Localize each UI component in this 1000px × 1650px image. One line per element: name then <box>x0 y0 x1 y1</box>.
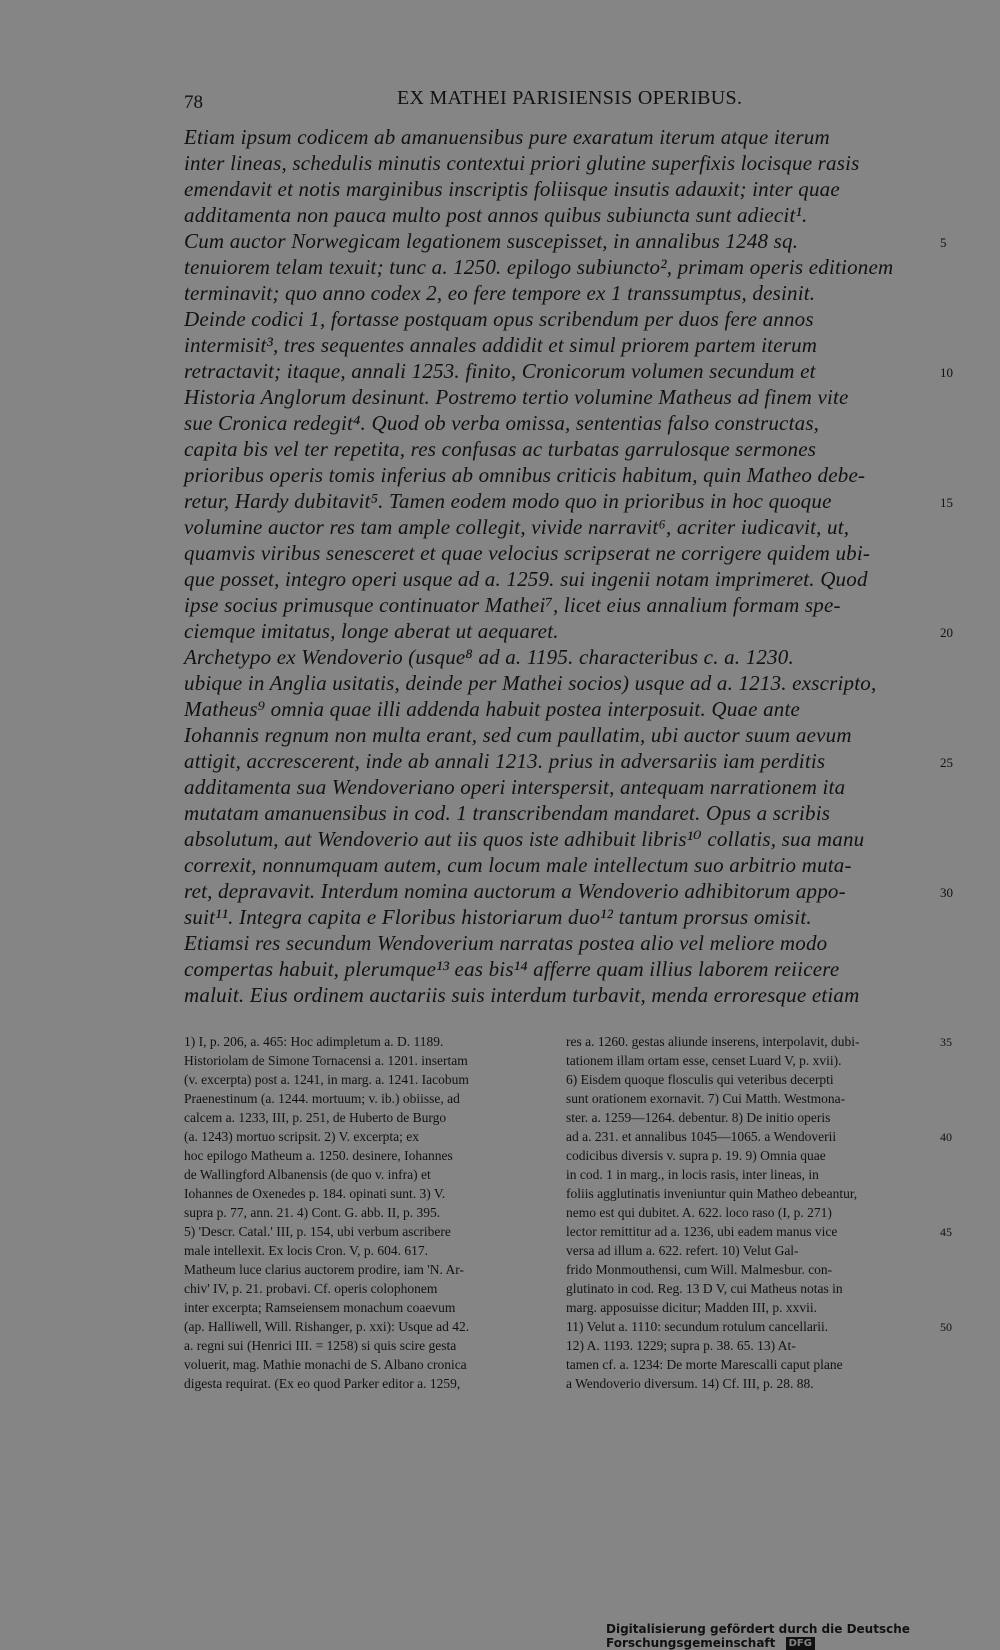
footnote-line: codicibus diversis v. supra p. 19. 9) Omnia quae <box>566 1148 826 1163</box>
main-text-line: quamvis viribus senesceret et quae velocius scripserat ne corrigere quidem ubi- <box>184 541 871 565</box>
margin-line-number: 20 <box>940 625 953 640</box>
footnote-line: in cod. 1 in marg., in locis rasis, inter lineas, in <box>566 1167 819 1182</box>
main-text-block <box>184 124 953 1008</box>
footnotes-left-column <box>184 1032 546 1393</box>
main-text-line: Iohannis regnum non multa erant, sed cum paullatim, ubi auctor suum aevum <box>184 723 852 747</box>
footnote-margin-number: 40 <box>940 1130 952 1144</box>
footer-text: Digitalisierung gefördert durch die Deutsche Forschungsgemeinschaft <box>606 1622 910 1650</box>
footnote-line: 5) 'Descr. Catal.' III, p. 154, ubi verbum ascribere <box>184 1224 451 1239</box>
footnote-line: 6) Eisdem quoque flosculis qui veteribus decerpti <box>566 1072 834 1087</box>
page-number: 78 <box>184 92 203 113</box>
main-text-line: additamenta sua Wendoveriano operi interspersit, antequam narrationem ita <box>184 775 846 799</box>
main-text-line: tenuiorem telam texuit; tunc a. 1250. epilogo subiuncto², primam operis editionem <box>184 255 894 279</box>
footnote-line: tamen cf. a. 1234: De morte Marescalli caput plane <box>566 1357 843 1372</box>
main-text-line: mutatam amanuensibus in cod. 1 transcribendam mandaret. Opus a scribis <box>184 801 831 825</box>
footnote-margin-number: 45 <box>940 1225 952 1239</box>
footnote-line: hoc epilogo Matheum a. 1250. desinere, Iohannes <box>184 1148 453 1163</box>
footnote-line: a Wendoverio diversum. 14) Cf. III, p. 28. 88. <box>566 1376 814 1391</box>
main-text-line: ipse socius primusque continuator Mathei⁷, licet eius annalium formam spe- <box>184 593 841 617</box>
main-text-line: volumine auctor res tam ample collegit, vivide narravit⁶, acriter iudicavit, ut, <box>184 515 850 539</box>
main-text-line: prioribus operis tomis inferius ab omnibus criticis habitum, quin Matheo debe- <box>184 463 866 487</box>
footnote-line: 1) I, p. 206, a. 465: Hoc adimpletum a. D. 1189. <box>184 1034 444 1049</box>
footnote-margin-number: 35 <box>940 1035 952 1049</box>
main-text-line: Matheus⁹ omnia quae illi addenda habuit postea interposuit. Quae ante <box>184 697 801 721</box>
footnote-line: chiv' IV, p. 21. probavi. Cf. operis colophonem <box>184 1281 438 1296</box>
footnote-line: (ap. Halliwell, Will. Rishanger, p. xxi): Usque ad 42. <box>184 1319 470 1334</box>
footnote-line: tationem illam ortam esse, censet Luard V, p. xvii). <box>566 1053 842 1068</box>
main-text-line: retur, Hardy dubitavit⁵. Tamen eodem modo quo in prioribus in hoc quoque <box>184 489 832 513</box>
footnote-line: a. regni sui (Henrici III. = 1258) si quis scire gesta <box>184 1338 457 1353</box>
footnotes-right-column <box>566 1032 928 1393</box>
margin-line-number: 10 <box>940 365 953 380</box>
footnote-line: (a. 1243) mortuo scripsit. 2) V. excerpta; ex <box>184 1129 419 1144</box>
main-text-line: Etiam ipsum codicem ab amanuensibus pure exaratum iterum atque iterum <box>184 125 830 149</box>
margin-line-number: 25 <box>940 755 953 770</box>
main-text-line: emendavit et notis marginibus inscriptis foliisque insutis adauxit; inter quae <box>184 177 840 201</box>
footnote-line: voluerit, mag. Mathie monachi de S. Albano cronica <box>184 1357 467 1372</box>
main-text-line: sue Cronica redegit⁴. Quod ob verba omissa, sententias falso constructas, <box>184 411 820 435</box>
main-text-line: Etiamsi res secundum Wendoverium narratas postea alio vel meliore modo <box>184 931 828 955</box>
main-text-line: additamenta non pauca multo post annos quibus subiuncta sunt adiecit¹. <box>184 203 808 227</box>
main-text-line: ubique in Anglia usitatis, deinde per Mathei socios) usque ad a. 1213. exscripto, <box>184 671 877 695</box>
main-text-line: ciemque imitatus, longe aberat ut aequaret. <box>184 619 559 643</box>
footnote-line: ster. a. 1259—1264. debentur. 8) De initio operis <box>566 1110 831 1125</box>
footnote-line: frido Monmouthensi, cum Will. Malmesbur. con- <box>566 1262 833 1277</box>
footnote-line: marg. apposuisse dicitur; Madden III, p. xxvii. <box>566 1300 817 1315</box>
main-text-line: terminavit; quo anno codex 2, eo fere tempore ex 1 transsumptus, desinit. <box>184 281 816 305</box>
footer-credit <box>606 1622 1000 1650</box>
main-text-line: inter lineas, schedulis minutis contextui priori glutine superfixis locisque rasis <box>184 151 860 175</box>
main-text-line: compertas habuit, plerumque¹³ eas bis¹⁴ afferre quam illius laborem reiicere <box>184 957 840 981</box>
main-text-line: intermisit³, tres sequentes annales addidit et simul priorem partem iterum <box>184 333 818 357</box>
footnote-line: 12) A. 1193. 1229; supra p. 38. 65. 13) At- <box>566 1338 796 1353</box>
footnote-line: Iohannes de Oxenedes p. 184. opinati sunt. 3) V. <box>184 1186 446 1201</box>
footnote-line: res a. 1260. gestas aliunde inserens, interpolavit, dubi- <box>566 1034 860 1049</box>
footnote-line: Praenestinum (a. 1244. mortuum; v. ib.) obiisse, ad <box>184 1091 460 1106</box>
main-text-line: attigit, accrescerent, inde ab annali 1213. prius in adversariis iam perditis <box>184 749 826 773</box>
main-text-line: Historia Anglorum desinunt. Postremo tertio volumine Matheus ad finem vite <box>184 385 849 409</box>
footnote-line: lector remittitur ad a. 1236, ubi eadem manus vice <box>566 1224 838 1239</box>
main-text-line: Archetypo ex Wendoverio (usque⁸ ad a. 1195. characteribus c. a. 1230. <box>184 645 794 669</box>
footnote-line: supra p. 77, ann. 21. 4) Cont. G. abb. II, p. 395. <box>184 1205 441 1220</box>
main-text-line: capita bis vel ter repetita, res confusas ac turbatas garrulosque sermones <box>184 437 817 461</box>
footnote-line: inter excerpta; Ramseiensem monachum coaevum <box>184 1300 456 1315</box>
footnote-line: sunt orationem exornavit. 7) Cui Matth. Westmona- <box>566 1091 846 1106</box>
main-text-line: que posset, integro operi usque ad a. 1259. sui ingenii notam imprimeret. Quod <box>184 567 868 591</box>
footnote-line: nemo est qui dubitet. A. 622. loco raso (I, p. 271) <box>566 1205 832 1220</box>
footnote-line: digesta requirat. (Ex eo quod Parker editor a. 1259, <box>184 1376 461 1391</box>
main-text-line: suit¹¹. Integra capita e Floribus historiarum duo¹² tantum prorsus omisit. <box>184 905 812 929</box>
footnote-line: calcem a. 1233, III, p. 251, de Huberto de Burgo <box>184 1110 447 1125</box>
footnote-line: glutinato in cod. Reg. 13 D V, cui Matheus notas in <box>566 1281 843 1296</box>
footnote-line: ad a. 231. et annalibus 1045—1065. a Wendoverii <box>566 1129 837 1144</box>
footnote-line: foliis agglutinatis inveniuntur quin Matheo debeantur, <box>566 1186 858 1201</box>
main-text-line: correxit, nonnumquam autem, cum locum male intellectum suo arbitrio muta- <box>184 853 852 877</box>
footnote-line: de Wallingford Albanensis (de quo v. infra) et <box>184 1167 431 1182</box>
main-text-line: ret, depravavit. Interdum nomina auctorum a Wendoverio adhibitorum appo- <box>184 879 846 903</box>
main-text-line: Deinde codici 1, fortasse postquam opus scribendum per duos fere annos <box>184 307 814 331</box>
footnote-line: male intellexit. Ex locis Cron. V, p. 604. 617. <box>184 1243 428 1258</box>
footnote-line: (v. excerpta) post a. 1241, in marg. a. 1241. Iacobum <box>184 1072 469 1087</box>
dfg-logo: DFG <box>786 1637 815 1650</box>
footnote-line: 11) Velut a. 1110: secundum rotulum cancellarii. <box>566 1319 829 1334</box>
margin-line-number: 30 <box>940 885 953 900</box>
running-head: EX MATHEI PARISIENSIS OPERIBUS. <box>397 87 743 109</box>
main-text-line: maluit. Eius ordinem auctariis suis interdum turbavit, menda erroresque etiam <box>184 983 860 1007</box>
footnote-line: versa ad illum a. 622. refert. 10) Velut Gal- <box>566 1243 799 1258</box>
margin-line-number: 5 <box>940 235 947 250</box>
footnote-line: Historiolam de Simone Tornacensi a. 1201. insertam <box>184 1053 468 1068</box>
footnote-line: Matheum luce clarius auctorem prodire, iam 'N. Ar- <box>184 1262 464 1277</box>
margin-line-number: 15 <box>940 495 953 510</box>
main-text-line: absolutum, aut Wendoverio aut iis quos iste adhibuit libris¹⁰ collatis, sua manu <box>184 827 865 851</box>
main-text-line: retractavit; itaque, annali 1253. finito, Cronicorum volumen secundum et <box>184 359 816 383</box>
main-text-line: Cum auctor Norwegicam legationem suscepisset, in annalibus 1248 sq. <box>184 229 799 253</box>
footnote-margin-number: 50 <box>940 1320 952 1334</box>
